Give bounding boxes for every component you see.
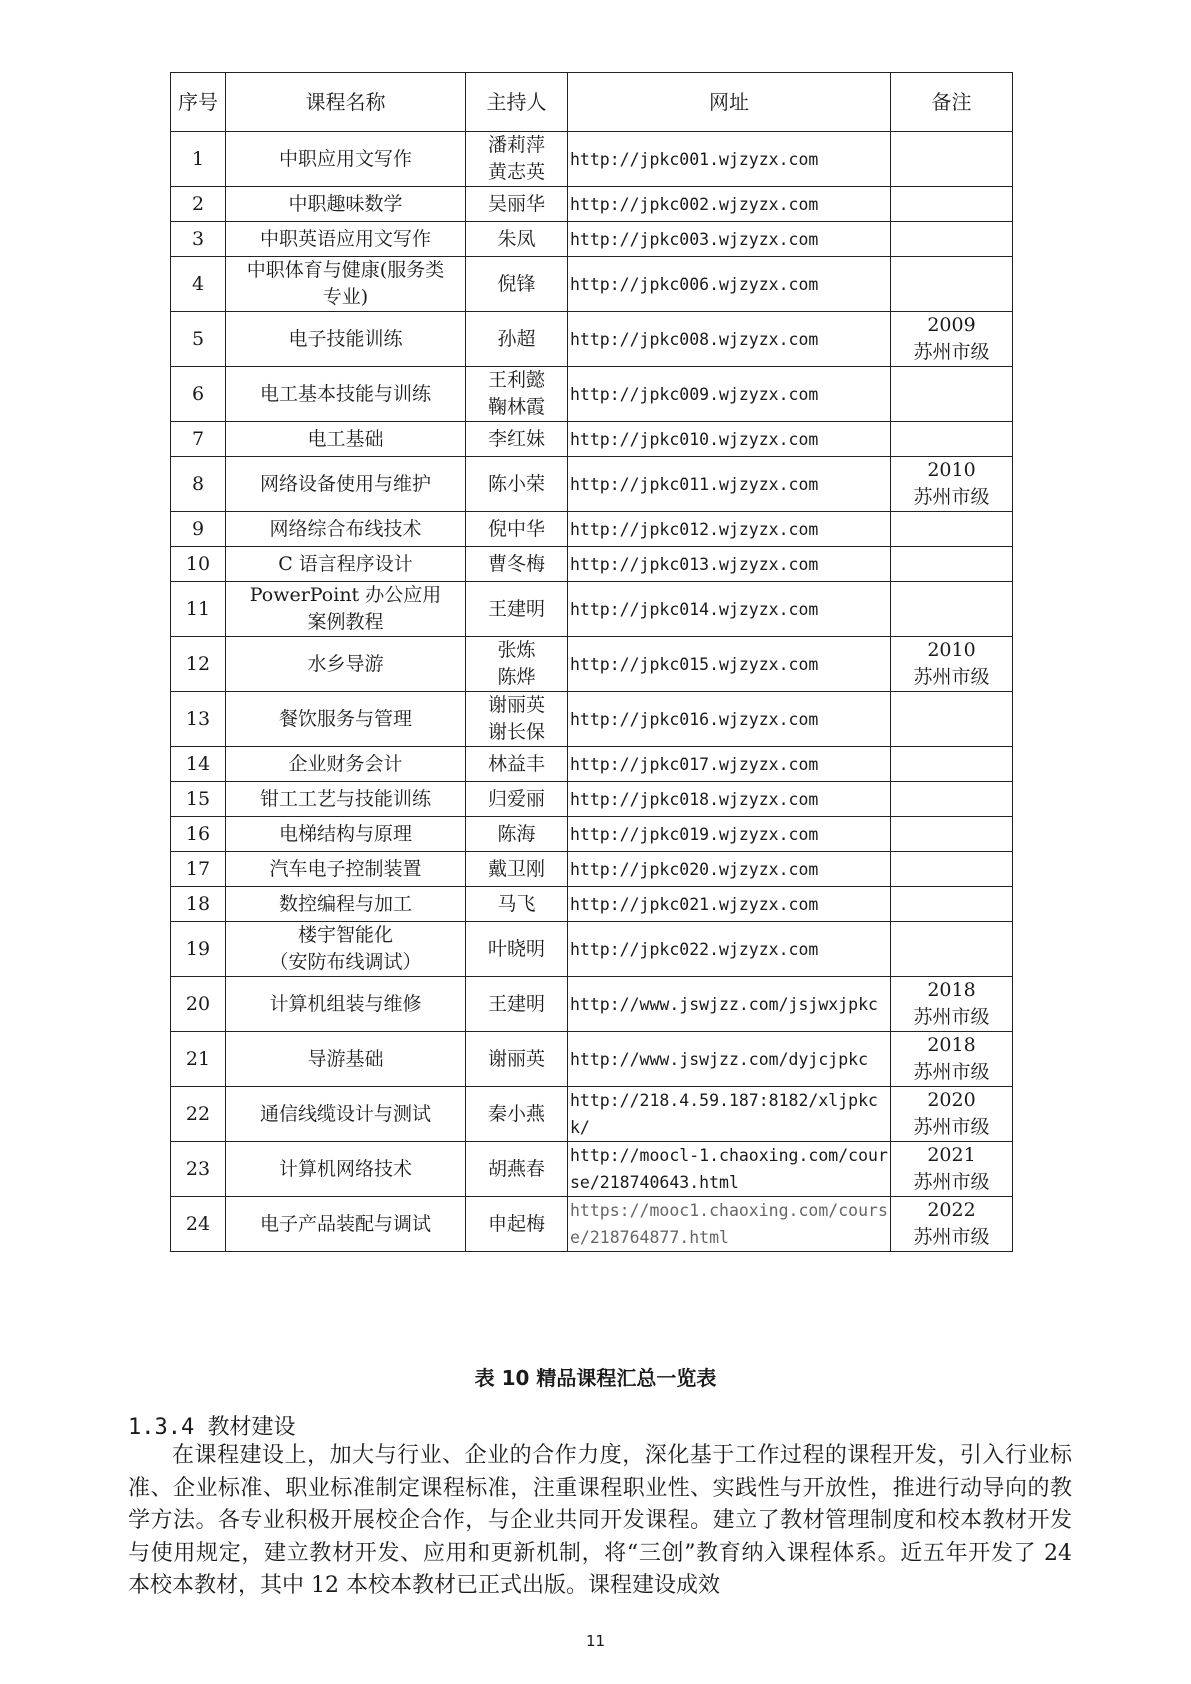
table-caption: 表 10 精品课程汇总一览表 xyxy=(474,1366,717,1390)
cell-host: 倪锋 xyxy=(466,257,568,312)
header-cell-host: 主持人 xyxy=(466,73,568,132)
cell-no: 14 xyxy=(171,747,226,782)
cell-url: http://jpkc014.wjzyzx.com xyxy=(568,582,891,637)
table-row xyxy=(171,132,1013,187)
cell-no: 24 xyxy=(171,1197,226,1252)
cell-no: 7 xyxy=(171,422,226,457)
cell-url: https://mooc1.chaoxing.com/course/218764877.html xyxy=(568,1197,891,1252)
cell-course-name: 电子技能训练 xyxy=(226,312,466,367)
cell-host: 陈小荣 xyxy=(466,457,568,512)
cell-note xyxy=(891,817,1013,852)
cell-url: http://jpkc010.wjzyzx.com xyxy=(568,422,891,457)
cell-host: 潘莉萍 黄志英 xyxy=(466,132,568,187)
cell-url: http://jpkc001.wjzyzx.com xyxy=(568,132,891,187)
cell-host: 归爱丽 xyxy=(466,782,568,817)
cell-no: 16 xyxy=(171,817,226,852)
cell-url: http://jpkc021.wjzyzx.com xyxy=(568,887,891,922)
cell-url: http://jpkc013.wjzyzx.com xyxy=(568,547,891,582)
cell-course-name: PowerPoint 办公应用 案例教程 xyxy=(226,582,466,637)
cell-url: http://jpkc008.wjzyzx.com xyxy=(568,312,891,367)
cell-no: 18 xyxy=(171,887,226,922)
cell-course-name: 中职应用文写作 xyxy=(226,132,466,187)
table-row xyxy=(171,1197,1013,1252)
cell-no: 6 xyxy=(171,367,226,422)
table-row xyxy=(171,257,1013,312)
table-row xyxy=(171,312,1013,367)
cell-url: http://jpkc006.wjzyzx.com xyxy=(568,257,891,312)
cell-course-name: 电梯结构与原理 xyxy=(226,817,466,852)
cell-course-name: 中职英语应用文写作 xyxy=(226,222,466,257)
cell-host: 陈海 xyxy=(466,817,568,852)
cell-no: 2 xyxy=(171,187,226,222)
cell-url: http://www.jswjzz.com/dyjcjpkc xyxy=(568,1032,891,1087)
cell-no: 1 xyxy=(171,132,226,187)
cell-host: 马飞 xyxy=(466,887,568,922)
cell-host: 王利懿 鞠林霞 xyxy=(466,367,568,422)
cell-note: 2010 苏州市级 xyxy=(891,457,1013,512)
cell-note: 2021 苏州市级 xyxy=(891,1142,1013,1197)
cell-course-name: 电子产品装配与调试 xyxy=(226,1197,466,1252)
cell-course-name: 楼宇智能化 （安防布线调试） xyxy=(226,922,466,977)
cell-course-name: 中职趣味数学 xyxy=(226,187,466,222)
table-row xyxy=(171,367,1013,422)
course-summary-table xyxy=(170,72,1013,1252)
cell-note xyxy=(891,187,1013,222)
cell-note xyxy=(891,887,1013,922)
cell-note xyxy=(891,512,1013,547)
cell-host: 王建明 xyxy=(466,977,568,1032)
table-row xyxy=(171,782,1013,817)
table-row xyxy=(171,512,1013,547)
cell-course-name: 企业财务会计 xyxy=(226,747,466,782)
cell-url: http://jpkc016.wjzyzx.com xyxy=(568,692,891,747)
cell-host: 曹冬梅 xyxy=(466,547,568,582)
cell-note xyxy=(891,852,1013,887)
cell-course-name: 中职体育与健康(服务类 专业) xyxy=(226,257,466,312)
table-row xyxy=(171,637,1013,692)
table-row xyxy=(171,582,1013,637)
cell-course-name: 餐饮服务与管理 xyxy=(226,692,466,747)
cell-note: 2020 苏州市级 xyxy=(891,1087,1013,1142)
cell-note: 2009 苏州市级 xyxy=(891,312,1013,367)
cell-note: 2018 苏州市级 xyxy=(891,1032,1013,1087)
cell-course-name: 网络设备使用与维护 xyxy=(226,457,466,512)
cell-host: 吴丽华 xyxy=(466,187,568,222)
cell-note xyxy=(891,692,1013,747)
header-cell-name: 课程名称 xyxy=(226,73,466,132)
table-body xyxy=(171,132,1013,1252)
cell-note xyxy=(891,582,1013,637)
cell-note xyxy=(891,422,1013,457)
cell-course-name: 汽车电子控制装置 xyxy=(226,852,466,887)
cell-url: http://jpkc022.wjzyzx.com xyxy=(568,922,891,977)
header-cell-no: 序号 xyxy=(171,73,226,132)
cell-note xyxy=(891,782,1013,817)
cell-url: http://moocl-1.chaoxing.com/course/218740643.html xyxy=(568,1142,891,1197)
cell-url: http://jpkc009.wjzyzx.com xyxy=(568,367,891,422)
cell-note xyxy=(891,257,1013,312)
cell-no: 23 xyxy=(171,1142,226,1197)
cell-url: http://jpkc019.wjzyzx.com xyxy=(568,817,891,852)
table-row xyxy=(171,222,1013,257)
cell-host: 李红妹 xyxy=(466,422,568,457)
cell-host: 戴卫刚 xyxy=(466,852,568,887)
table-row xyxy=(171,422,1013,457)
cell-host: 秦小燕 xyxy=(466,1087,568,1142)
cell-no: 12 xyxy=(171,637,226,692)
cell-note: 2018 苏州市级 xyxy=(891,977,1013,1032)
cell-note xyxy=(891,922,1013,977)
cell-note xyxy=(891,547,1013,582)
cell-host: 林益丰 xyxy=(466,747,568,782)
cell-url: http://218.4.59.187:8182/xljpkck/ xyxy=(568,1087,891,1142)
table-row xyxy=(171,547,1013,582)
cell-url: http://jpkc002.wjzyzx.com xyxy=(568,187,891,222)
cell-note xyxy=(891,747,1013,782)
header-cell-note: 备注 xyxy=(891,73,1013,132)
cell-no: 3 xyxy=(171,222,226,257)
cell-host: 倪中华 xyxy=(466,512,568,547)
cell-no: 10 xyxy=(171,547,226,582)
cell-course-name: 计算机网络技术 xyxy=(226,1142,466,1197)
cell-host: 叶晓明 xyxy=(466,922,568,977)
cell-no: 15 xyxy=(171,782,226,817)
cell-note xyxy=(891,222,1013,257)
body-paragraph: 在课程建设上，加大与行业、企业的合作力度，深化基于工作过程的课程开发，引入行业标准、企业标准、职业标准制定课程标准，注重课程职业性、实践性与开放性，推进行动导向的教学方法。各专业积极开展校企合作，与企业共同开发课程。建立了教材管理制度和校本教材开发与使用规定，建立教材开发、应用和更新机制，将“三创”教育纳入课程体系。近五年开发了 24 本校本教材，其中 12 本校本教材已正式出版。课程建设成效 xyxy=(128,1443,1072,1598)
cell-course-name: 电工基础 xyxy=(226,422,466,457)
cell-no: 13 xyxy=(171,692,226,747)
cell-course-name: 数控编程与加工 xyxy=(226,887,466,922)
cell-note xyxy=(891,367,1013,422)
cell-host: 谢丽英 xyxy=(466,1032,568,1087)
cell-no: 22 xyxy=(171,1087,226,1142)
table-header-row xyxy=(171,73,1013,132)
cell-url: http://jpkc003.wjzyzx.com xyxy=(568,222,891,257)
table-row xyxy=(171,977,1013,1032)
table-row xyxy=(171,817,1013,852)
cell-course-name: 计算机组装与维修 xyxy=(226,977,466,1032)
table-row xyxy=(171,887,1013,922)
cell-course-name: 水乡导游 xyxy=(226,637,466,692)
cell-no: 5 xyxy=(171,312,226,367)
cell-course-name: 通信线缆设计与测试 xyxy=(226,1087,466,1142)
cell-note xyxy=(891,132,1013,187)
table-row xyxy=(171,1142,1013,1197)
cell-no: 8 xyxy=(171,457,226,512)
cell-no: 19 xyxy=(171,922,226,977)
cell-note: 2010 苏州市级 xyxy=(891,637,1013,692)
table-row xyxy=(171,747,1013,782)
cell-course-name: 导游基础 xyxy=(226,1032,466,1087)
cell-url: http://jpkc018.wjzyzx.com xyxy=(568,782,891,817)
cell-host: 朱凤 xyxy=(466,222,568,257)
cell-course-name: 钳工工艺与技能训练 xyxy=(226,782,466,817)
cell-url: http://jpkc017.wjzyzx.com xyxy=(568,747,891,782)
cell-course-name: C 语言程序设计 xyxy=(226,547,466,582)
cell-note: 2022 苏州市级 xyxy=(891,1197,1013,1252)
cell-url: http://www.jswjzz.com/jsjwxjpkc xyxy=(568,977,891,1032)
cell-course-name: 网络综合布线技术 xyxy=(226,512,466,547)
table-row xyxy=(171,457,1013,512)
table-row xyxy=(171,852,1013,887)
page-number: 11 xyxy=(585,1632,606,1650)
cell-host: 谢丽英 谢长保 xyxy=(466,692,568,747)
cell-url: http://jpkc011.wjzyzx.com xyxy=(568,457,891,512)
section-heading: 1.3.4 教材建设 xyxy=(128,1415,296,1440)
table-row xyxy=(171,1032,1013,1087)
table-row xyxy=(171,692,1013,747)
cell-no: 20 xyxy=(171,977,226,1032)
cell-url: http://jpkc015.wjzyzx.com xyxy=(568,637,891,692)
cell-host: 王建明 xyxy=(466,582,568,637)
cell-no: 9 xyxy=(171,512,226,547)
cell-host: 孙超 xyxy=(466,312,568,367)
header-cell-url: 网址 xyxy=(568,73,891,132)
table-row xyxy=(171,1087,1013,1142)
cell-url: http://jpkc020.wjzyzx.com xyxy=(568,852,891,887)
cell-no: 4 xyxy=(171,257,226,312)
cell-course-name: 电工基本技能与训练 xyxy=(226,367,466,422)
cell-no: 11 xyxy=(171,582,226,637)
cell-host: 胡燕春 xyxy=(466,1142,568,1197)
table-row xyxy=(171,187,1013,222)
table-row xyxy=(171,922,1013,977)
cell-host: 张炼 陈烨 xyxy=(466,637,568,692)
cell-no: 21 xyxy=(171,1032,226,1087)
cell-host: 申起梅 xyxy=(466,1197,568,1252)
cell-url: http://jpkc012.wjzyzx.com xyxy=(568,512,891,547)
cell-no: 17 xyxy=(171,852,226,887)
